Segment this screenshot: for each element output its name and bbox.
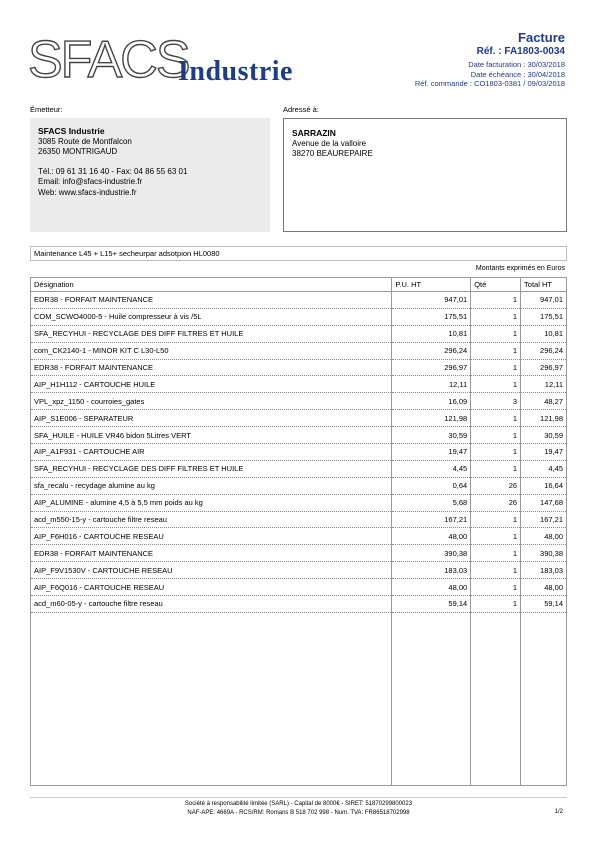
table-row <box>31 325 567 342</box>
cell-quantity: 1 <box>471 528 521 545</box>
cell-total: 147,68 <box>521 494 567 511</box>
table-row <box>31 292 567 309</box>
cell-designation: AIP_A1F931 - CARTOUCHE AIR <box>31 444 392 461</box>
table-row <box>31 359 567 376</box>
cell-total: 16,64 <box>521 477 567 494</box>
cell-quantity: 26 <box>471 477 521 494</box>
cell-total: 48,00 <box>521 579 567 596</box>
cell-unit-price: 0,64 <box>392 477 471 494</box>
destinataire-name: SARRAZIN <box>292 128 336 138</box>
cell-unit-price: 30,59 <box>392 427 471 444</box>
logo-industrie-text: Industrie <box>178 56 293 87</box>
cell-quantity: 1 <box>471 292 521 309</box>
cell-unit-price: 16,09 <box>392 393 471 410</box>
emetteur-phone: Tél.: 09 61 31 16 40 - Fax: 04 86 55 63 01 <box>38 166 188 176</box>
logo-sfacs-text: SFACS <box>28 31 189 89</box>
cell-designation: sfa_recalu - recydage alumine au kg <box>31 477 392 494</box>
table-row <box>31 444 567 461</box>
cell-designation: VPL_xpz_1150 - courroies_gates <box>31 393 392 410</box>
cell-quantity: 1 <box>471 410 521 427</box>
invoice-date: Date facturation : 30/03/2018 <box>468 60 565 69</box>
cell-quantity: 1 <box>471 596 521 613</box>
invoice-table <box>30 277 567 786</box>
invoice-ref: Réf. : FA1803-0034 <box>476 46 565 57</box>
cell-quantity: 1 <box>471 427 521 444</box>
cell-designation: acd_m60-05-y - cartouche filtre reseau <box>31 596 392 613</box>
header-designation: Désignation <box>31 278 392 292</box>
cell-quantity: 1 <box>471 562 521 579</box>
cell-total: 48,00 <box>521 528 567 545</box>
cell-designation: com_CK2140-1 - MINOR KIT C L30-L50 <box>31 342 392 359</box>
cell-quantity: 1 <box>471 308 521 325</box>
cell-unit-price: 48,00 <box>392 579 471 596</box>
cell-designation: AIP_ALUMINE - alumine 4,5 à 5,5 mm poids au kg <box>31 494 392 511</box>
header-unit-price: P.U. HT <box>392 278 471 292</box>
emetteur-address2: 26350 MONTRIGAUD <box>38 147 118 156</box>
cell-unit-price: 48,00 <box>392 528 471 545</box>
company-logo <box>28 31 318 90</box>
page-number: 1/2 <box>554 809 563 815</box>
cell-unit-price: 121,98 <box>392 410 471 427</box>
table-row <box>31 596 567 613</box>
cell-quantity: 1 <box>471 545 521 562</box>
table-row <box>31 460 567 477</box>
cell-unit-price: 947,01 <box>392 292 471 309</box>
cell-unit-price: 59,14 <box>392 596 471 613</box>
cell-quantity: 3 <box>471 393 521 410</box>
cell-total: 183,03 <box>521 562 567 579</box>
cell-designation: SFA_HUILE - HUILE VR46 bidon 5Litres VERT <box>31 427 392 444</box>
emetteur-label: Émetteur: <box>30 105 63 114</box>
cell-designation: acd_m550-15-y - cartouche filtre reseau <box>31 511 392 528</box>
destinataire-label: Adressé à: <box>283 105 319 114</box>
cell-total: 59,14 <box>521 596 567 613</box>
cell-total: 121,98 <box>521 410 567 427</box>
cell-unit-price: 4,45 <box>392 460 471 477</box>
table-row <box>31 477 567 494</box>
cell-total: 175,51 <box>521 308 567 325</box>
cell-designation: AIP_F9V1530V - CARTOUCHE RESEAU <box>31 562 392 579</box>
invoice-header <box>415 30 565 89</box>
cell-quantity: 1 <box>471 444 521 461</box>
currency-note: Montants exprimés en Euros <box>475 265 565 272</box>
table-row <box>31 545 567 562</box>
cell-designation: EDR38 - FORFAIT MAINTENANCE <box>31 292 392 309</box>
invoice-due-date: Date échéance : 30/04/2018 <box>470 69 565 79</box>
table-row <box>31 410 567 427</box>
cell-total: 296,24 <box>521 342 567 359</box>
legal-footer <box>30 800 567 817</box>
table-row <box>31 562 567 579</box>
table-row <box>31 579 567 596</box>
emetteur-web: Web: www.sfacs-industrie.fr <box>38 187 137 197</box>
header-total: Total HT <box>521 278 567 292</box>
cell-total: 4,45 <box>521 460 567 477</box>
footer-line2: NAF-APE: 4669A - RCS/RM: Romans B 518 702 998 - Num. TVA: FR86518702998 <box>187 809 410 816</box>
cell-unit-price: 296,97 <box>392 359 471 376</box>
cell-designation: SFA_RECYHUI - RECYCLAGE DES DIFF FILTRES ET HUILE <box>31 460 392 477</box>
cell-unit-price: 167,21 <box>392 511 471 528</box>
cell-quantity: 26 <box>471 494 521 511</box>
cell-designation: AIP_H1H112 - CARTOUCHE HUILE <box>31 376 392 393</box>
header-quantity: Qté <box>471 278 521 292</box>
cell-total: 947,01 <box>521 292 567 309</box>
cell-total: 296,97 <box>521 359 567 376</box>
cell-quantity: 1 <box>471 342 521 359</box>
cell-unit-price: 183,03 <box>392 562 471 579</box>
table-row <box>31 376 567 393</box>
cell-total: 19,47 <box>521 444 567 461</box>
cell-unit-price: 5,68 <box>392 494 471 511</box>
cell-unit-price: 10,81 <box>392 325 471 342</box>
destinataire-box <box>283 118 567 232</box>
table-row <box>31 393 567 410</box>
emetteur-address1: 3085 Route de Montfalcon <box>38 136 132 146</box>
footer-line1: Société à responsabilité limitée (SARL) - Capital de 8000€ - SIRET: 51870299800023 <box>184 801 413 807</box>
cell-designation: EDR38 - FORFAIT MAINTENANCE <box>31 359 392 376</box>
cell-designation: AIP_F6Q016 - CARTOUCHE RESEAU <box>31 579 392 596</box>
cell-total: 10,81 <box>521 325 567 342</box>
cell-quantity: 1 <box>471 460 521 477</box>
invoice-order-ref: Réf. commande : CO1803-0381 / 09/03/2018 <box>414 79 565 88</box>
emetteur-name: SFACS Industrie <box>38 126 105 136</box>
cell-unit-price: 19,47 <box>392 444 471 461</box>
table-row <box>31 342 567 359</box>
footer-divider <box>30 797 567 798</box>
table-row <box>31 308 567 325</box>
invoice-subject: Maintenance L45 + L15+ secheurpar adsotpion HL0080 <box>30 246 567 261</box>
table-header-row <box>31 278 567 292</box>
cell-quantity: 1 <box>471 325 521 342</box>
cell-designation: EDR38 - FORFAIT MAINTENANCE <box>31 545 392 562</box>
table-row <box>31 511 567 528</box>
cell-total: 167,21 <box>521 511 567 528</box>
cell-total: 12,11 <box>521 376 567 393</box>
cell-quantity: 1 <box>471 511 521 528</box>
emetteur-email: Email: info@sfacs-industrie.fr <box>38 177 143 186</box>
destinataire-address2: 38270 BEAUREPAIRE <box>292 149 373 158</box>
cell-unit-price: 296,24 <box>392 342 471 359</box>
cell-unit-price: 175,51 <box>392 308 471 325</box>
cell-total: 390,38 <box>521 545 567 562</box>
cell-designation: COM_SCWO4000-5 - Huile compresseur à vis /5L <box>31 308 392 325</box>
cell-unit-price: 390,38 <box>392 545 471 562</box>
cell-quantity: 1 <box>471 376 521 393</box>
cell-quantity: 1 <box>471 579 521 596</box>
cell-unit-price: 12,11 <box>392 376 471 393</box>
table-row <box>31 528 567 545</box>
cell-designation: AIP_F6H016 - CARTOUCHE RESEAU <box>31 528 392 545</box>
emetteur-box <box>30 118 270 232</box>
invoice-title: Facture <box>518 30 565 45</box>
table-row <box>31 427 567 444</box>
destinataire-address1: Avenue de la valloire <box>292 138 367 148</box>
cell-total: 48,27 <box>521 393 567 410</box>
table-empty-area <box>31 612 567 785</box>
table-row <box>31 494 567 511</box>
cell-quantity: 1 <box>471 359 521 376</box>
cell-designation: SFA_RECYHUI - RECYCLAGE DES DIFF FILTRES ET HUILE <box>31 325 392 342</box>
cell-total: 30,59 <box>521 427 567 444</box>
cell-designation: AIP_S1E006 - SEPARATEUR <box>31 410 392 427</box>
